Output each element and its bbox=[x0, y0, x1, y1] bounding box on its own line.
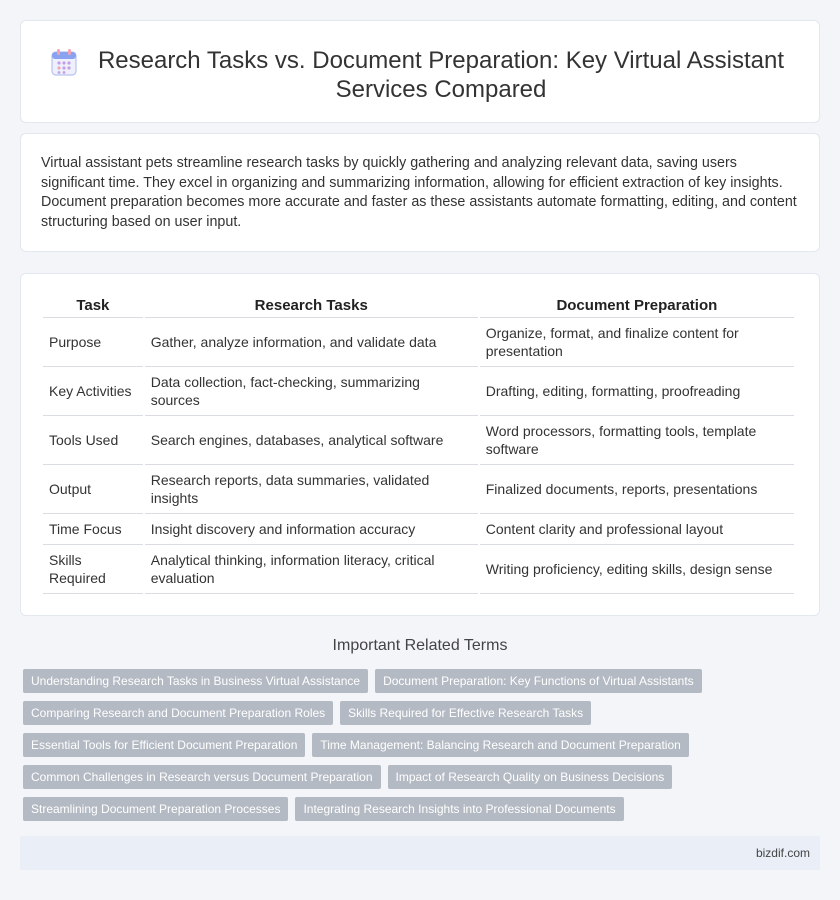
related-term-tag[interactable]: Integrating Research Insights into Professional Documents bbox=[295, 797, 623, 821]
table-row bbox=[43, 465, 794, 514]
footer bbox=[20, 836, 820, 870]
table-header-row bbox=[43, 296, 794, 318]
calendar-icon bbox=[51, 48, 77, 76]
table-row bbox=[43, 318, 794, 367]
header-card bbox=[20, 20, 820, 123]
header-research-tasks: Research Tasks bbox=[145, 296, 478, 318]
row-label: Output bbox=[43, 465, 143, 514]
related-term-tag[interactable]: Understanding Research Tasks in Business Virtual Assistance bbox=[23, 669, 368, 693]
related-terms-title: Important Related Terms bbox=[332, 637, 508, 654]
comparison-table-card bbox=[20, 273, 820, 616]
row-label: Time Focus bbox=[43, 514, 143, 545]
related-term-tag[interactable]: Essential Tools for Efficient Document Preparation bbox=[23, 733, 305, 757]
document-cell: Finalized documents, reports, presentations bbox=[480, 465, 794, 514]
related-term-tag[interactable]: Skills Required for Effective Research Tasks bbox=[340, 701, 591, 725]
document-cell: Writing proficiency, editing skills, design sense bbox=[480, 545, 794, 594]
page-title: Research Tasks vs. Document Preparation: Key Virtual Assistant Services Compared bbox=[97, 47, 785, 103]
document-cell: Content clarity and professional layout bbox=[480, 514, 794, 545]
footer-site-link[interactable]: bizdif.com bbox=[755, 846, 810, 860]
row-label: Purpose bbox=[43, 318, 143, 367]
related-term-tag[interactable]: Common Challenges in Research versus Document Preparation bbox=[23, 765, 381, 789]
table-row bbox=[43, 416, 794, 465]
related-term-tag[interactable]: Document Preparation: Key Functions of Virtual Assistants bbox=[375, 669, 702, 693]
row-label: Key Activities bbox=[43, 367, 143, 416]
header-task: Task bbox=[43, 296, 143, 318]
research-cell: Research reports, data summaries, validated insights bbox=[145, 465, 478, 514]
related-term-tag[interactable]: Comparing Research and Document Preparation Roles bbox=[23, 701, 333, 725]
intro-paragraph: Virtual assistant pets streamline research tasks by quickly gathering and analyzing relevant data, saving users significant time. They excel in organizing and summarizing information, allowing for efficient extraction of key insights. Document preparation becomes more accurate and faster as these assistants automate formatting, editing, and content structuring based on user input. bbox=[41, 155, 797, 230]
research-cell: Data collection, fact-checking, summarizing sources bbox=[145, 367, 478, 416]
table-row bbox=[43, 545, 794, 594]
research-cell: Gather, analyze information, and validate data bbox=[145, 318, 478, 367]
row-label: Skills Required bbox=[43, 545, 143, 594]
related-term-tag[interactable]: Time Management: Balancing Research and Document Preparation bbox=[312, 733, 688, 757]
related-term-tag[interactable]: Streamlining Document Preparation Processes bbox=[23, 797, 288, 821]
row-label: Tools Used bbox=[43, 416, 143, 465]
tag-row bbox=[23, 669, 823, 693]
tag-row bbox=[23, 797, 823, 821]
tag-row bbox=[23, 733, 823, 757]
table-row bbox=[43, 514, 794, 545]
document-cell: Drafting, editing, formatting, proofreading bbox=[480, 367, 794, 416]
research-cell: Analytical thinking, information literacy, critical evaluation bbox=[145, 545, 478, 594]
related-terms-list bbox=[23, 669, 823, 829]
document-cell: Word processors, formatting tools, template software bbox=[480, 416, 794, 465]
tag-row bbox=[23, 765, 823, 789]
table-row bbox=[43, 367, 794, 416]
research-cell: Insight discovery and information accuracy bbox=[145, 514, 478, 545]
research-cell: Search engines, databases, analytical software bbox=[145, 416, 478, 465]
header-document-preparation: Document Preparation bbox=[480, 296, 794, 318]
related-term-tag[interactable]: Impact of Research Quality on Business Decisions bbox=[388, 765, 673, 789]
intro-card bbox=[20, 133, 820, 252]
comparison-table bbox=[41, 296, 796, 594]
tag-row bbox=[23, 701, 823, 725]
document-cell: Organize, format, and finalize content for presentation bbox=[480, 318, 794, 367]
